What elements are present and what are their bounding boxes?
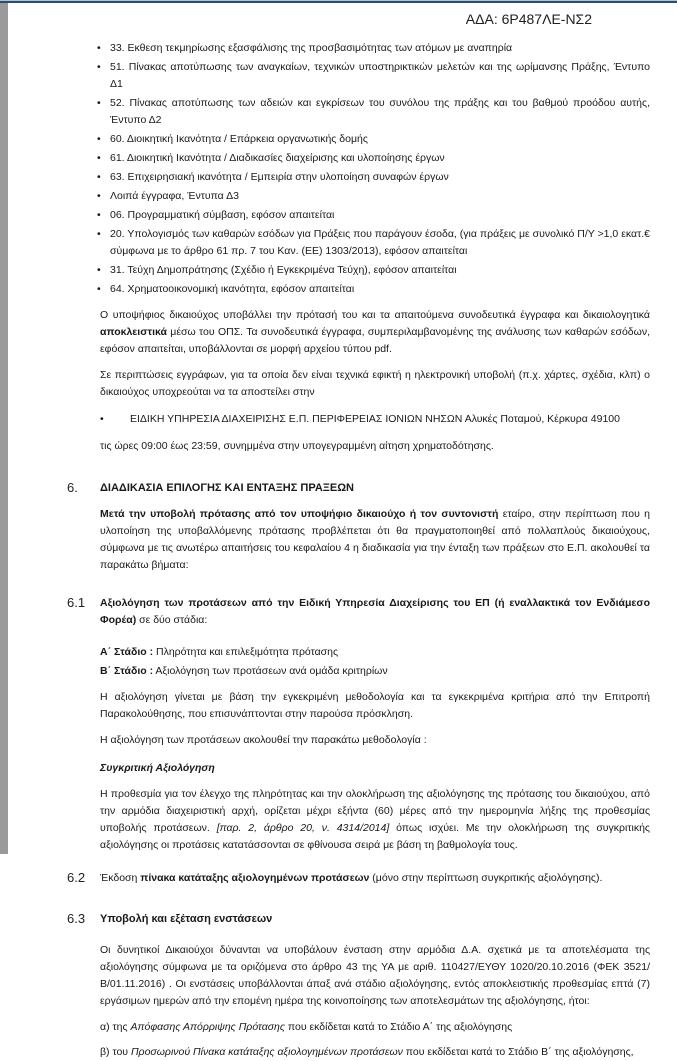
section-6-2-heading: Έκδοση πίνακα κατάταξης αξιολογημένων προτάσεων (μόνο στην περίπτωση συγκριτικής αξιολόγησης). xyxy=(100,872,603,884)
paragraph-methodology-2: Η αξιολόγηση των προτάσεων ακολουθεί την παρακάτω μεθοδολογία : xyxy=(100,734,427,746)
stage-a-line: Α΄ Στάδιο : Πληρότητα και επιλεξιμότητα πρότασης xyxy=(100,646,339,658)
document-page xyxy=(67,10,650,1061)
paragraph-submission: Ο υποψήφιος δικαιούχος υποβάλλει την πρότασή του και τα απαιτούμενα συνοδευτικά έγγραφα και δικαιολογητικά αποκλειστικά μέσω του ΟΠΣ. Τα συνοδευτικά έγγραφα, συμπεριλαμβανομένης της ανάλυσης των καθαρών εσόδων, εφόσον απαιτείται, υποβάλλονται σε μορφή αρχείου τύπου pdf. xyxy=(100,309,650,355)
stage-b-line: Β΄ Στάδιο : Αξιολόγηση των προτάσεων ανά ομάδα κριτηρίων xyxy=(100,665,388,677)
section-number: 6. xyxy=(67,480,78,495)
submission-address-list xyxy=(100,411,650,428)
paragraph-methodology-1: Η αξιολόγηση γίνεται με βάση την εγκεκριμένη μεθοδολογία και τα εγκεκριμένα κριτήρια από την Επιτροπή Παρακολούθησης, που επισυνάπτονται στην παρούσα πρόσκληση. xyxy=(100,691,650,720)
submission-address-item: • ΕΙΔΙΚΗ ΥΠΗΡΕΣΙΑ ΔΙΑΧΕΙΡΙΣΗΣ Ε.Π. ΠΕΡΙΦΕΡΕΙΑΣ ΙΟΝΙΩΝ ΝΗΣΩΝ Αλυκές Ποταμού, Κέρκυρα 49100 xyxy=(100,411,650,428)
section-number: 6.2 xyxy=(67,870,86,885)
paragraph-objections: Οι δυνητικοί Δικαιούχοι δύνανται να υποβάλουν ένσταση στην αρμόδια Δ.Α. σχετικά με τα αποτελέσματα της αξιολόγησης σύμφωνα με τα οριζόμενα στο άρθρο 43 της ΥΑ με αριθ. 110427/ΕΥΘΥ 1020/20.10.2016 (ΦΕΚ 3521/Β/01.11.2016) . Οι ενστάσεις υποβάλλονται άπαξ ανά στάδιο αξιολόγησης, εντός αποκλειστικής προθεσμίας επτά (7) εργάσιμων ημερών από την επομένη ημέρα της κοινοποίησης των αποτελεσμάτων της αξιολόγησης, ήτοι: xyxy=(100,944,650,1007)
section-6-3 xyxy=(67,911,650,1061)
comparative-evaluation-title: Συγκριτική Αξιολόγηση xyxy=(100,762,215,774)
paragraph-deadline: Η προθεσμία για τον έλεγχο της πληρότητας και την ολοκλήρωση της αξιολόγησης της πρότασης του δικαιούχου, από την αρμόδια διαχειριστική αρχή, ορίζεται μέχρι εξήντα (60) μέρες από την ημερομηνία λήξης της προθεσμίας υποβολής προτάσεων. [παρ. 2, άρθρο 20, ν. 4314/2014] όπως ισχύει. Με την ολοκλήρωση της συγκριτικής αξιολόγησης οι προτάσεις κατατάσσονται σε φθίνουσα σειρά με βάση τη βαθμολογία τους. xyxy=(100,788,650,851)
list-item: • 61. Διοικητική Ικανότητα / Διαδικασίες διαχείρισης και υλοποίησης έργων xyxy=(100,150,650,167)
list-item: • 52. Πίνακας αποτύπωσης των αδειών και εγκρίσεων του συνόλου της πράξης και του βαθμού προόδου αυτής, Έντυπο Δ2 xyxy=(100,95,650,129)
page-margin-strip xyxy=(0,3,8,854)
list-item: • 51. Πίνακας αποτύπωσης των αναγκαίων, τεχνικών υποστηρικτικών μελετών και της ωρίμανσης Πράξης, Έντυπο Δ1 xyxy=(100,59,650,93)
list-item: • 20. Υπολογισμός των καθαρών εσόδων για Πράξεις που παράγουν έσοδα, (για πράξεις με συνολικό Π/Υ >1,0 εκατ.€ σύμφωνα με το άρθρο 61 πρ. 7 του Καν. (ΕΕ) 1303/2013), εφόσον απαιτείται xyxy=(100,226,650,260)
list-item: • 33. Εκθεση τεκμηρίωσης εξασφάλισης της προσβασιμότητας των ατόμων με αναπηρία xyxy=(100,40,650,57)
section-6-1-heading: Αξιολόγηση των προτάσεων από την Ειδική Υπηρεσία Διαχείρισης του ΕΠ (ή εναλλακτικά τον Ενδιάμεσο Φορέα) σε δύο στάδια: xyxy=(100,597,650,626)
section-6-3-title: Υποβολή και εξέταση ενστάσεων xyxy=(100,913,273,925)
window-top-edge xyxy=(0,1,677,3)
ada-code-header: ΑΔΑ: 6Ρ487ΛΕ-ΝΣ2 xyxy=(465,11,592,27)
list-item: • 63. Επιχειρησιακή ικανότητα / Εμπειρία στην υλοποίηση συναφών έργων xyxy=(100,169,650,186)
section-6-title: ΔΙΑΔΙΚΑΣΙΑ ΕΠΙΛΟΓΗΣ ΚΑΙ ΕΝΤΑΞΗΣ ΠΡΑΞΕΩΝ xyxy=(100,482,354,494)
section-6-intro: Μετά την υποβολή πρότασης από τον υποψήφιο δικαιούχο ή τον συντονιστή εταίρο, στην περίπτωση που η υλοποίηση της υποβαλλόμενης πρότασης προβλέπεται ότι θα πραγματοποιηθεί από πολλαπλούς δικαιούχους, σύμφωνα με τις ανωτέρω απαιτήσεις του κεφαλαίου 4 η διαδικασία για την ένταξη των πράξεων στο Ε.Π. ακολουθεί τα παρακάτω βήματα: xyxy=(100,508,650,571)
section-6-2 xyxy=(67,870,650,887)
section-number: 6.3 xyxy=(67,911,86,926)
required-documents-list xyxy=(100,40,650,298)
list-item: • 31. Τεύχη Δημοπράτησης (Σχέδιο ή Εγκεκριμένα Τεύχη), εφόσον απαιτείται xyxy=(100,262,650,279)
objection-item-b: β) του Προσωρινού Πίνακα κατάταξης αξιολογημένων προτάσεων που εκδίδεται κατά το Στάδιο Β΄ της αξιολόγησης, xyxy=(100,1046,634,1058)
list-item: • Λοιπά έγγραφα, Έντυπα Δ3 xyxy=(100,188,650,205)
paragraph-non-electronic: Σε περιπτώσεις εγγράφων, για τα οποία δεν είναι τεχνικά εφικτή η ηλεκτρονική υποβολή (π.χ. χάρτες, σχέδια, κλπ) ο δικαιούχος υποχρεούται να τα αποστείλει στην xyxy=(100,369,650,398)
paragraph-hours: τις ώρες 09:00 έως 23:59, συνημμένα στην υπογεγραμμένη αίτηση χρηματοδότησης. xyxy=(100,440,494,452)
objection-item-a: α) της Απόφασης Απόρριψης Πρότασης που εκδίδεται κατά το Στάδιο Α΄ της αξιολόγησης xyxy=(100,1021,513,1033)
section-6 xyxy=(67,480,650,574)
list-item: • 60. Διοικητική Ικανότητα / Επάρκεια οργανωτικής δομής xyxy=(100,131,650,148)
list-item: • 06. Προγραμματική σύμβαση, εφόσον απαιτείται xyxy=(100,207,650,224)
list-item: • 64. Χρηματοοικονομική ικανότητα, εφόσον απαιτείται xyxy=(100,281,650,298)
section-6-1 xyxy=(67,595,650,854)
section-number: 6.1 xyxy=(67,595,86,610)
